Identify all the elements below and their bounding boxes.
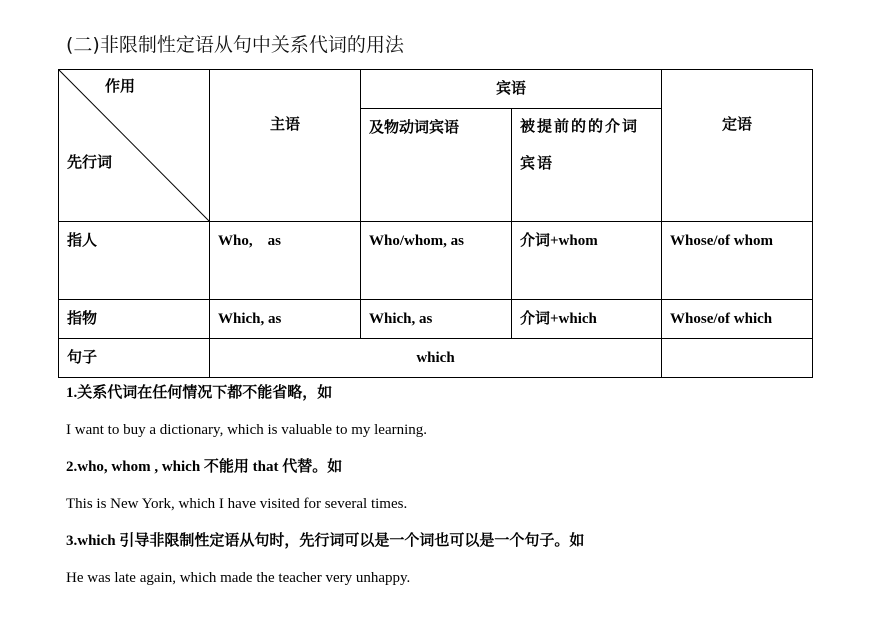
- row-thing-head: 指物: [59, 300, 210, 339]
- note-rule-1: 1.关系代词在任何情况下都不能省略，如: [66, 385, 333, 401]
- note-example-3: He was late again, which made the teacher very unhappy.: [66, 570, 411, 586]
- row-thing-object-verb: Which, as: [361, 300, 512, 339]
- header-role-label: 作用: [105, 79, 136, 95]
- row-sentence-head: 句子: [59, 339, 210, 378]
- row-sentence-merged: which: [210, 339, 662, 378]
- diagonal-header-cell: [59, 70, 210, 222]
- header-antecedent-label: 先行词: [67, 155, 113, 171]
- header-subject: 主语: [210, 70, 361, 222]
- page-title: (二)非限制性定语从句中关系代词的用法: [66, 34, 404, 56]
- row-person-head: 指人: [59, 222, 210, 300]
- header-attributive: 定语: [662, 70, 813, 222]
- row-thing-attributive: Whose/of which: [662, 300, 813, 339]
- note-rule-2: 2.who, whom , which 不能用 that 代替。如: [66, 459, 343, 475]
- header-object-verb: 及物动词宾语: [361, 109, 512, 222]
- note-example-2: This is New York, which I have visited for several times.: [66, 496, 408, 512]
- note-example-1: I want to buy a dictionary, which is valuable to my learning.: [66, 422, 428, 438]
- row-person-attributive: Whose/of whom: [662, 222, 813, 300]
- row-sentence-attributive: [662, 339, 813, 378]
- header-object-prep: 被提前的的介词宾语: [512, 109, 662, 222]
- row-thing-object-prep: 介词+which: [512, 300, 662, 339]
- row-person-subject: Who, as: [210, 222, 361, 300]
- header-object-group: 宾语: [361, 70, 662, 109]
- note-rule-3: 3.which 引导非限制性定语从句时，先行词可以是一个词也可以是一个句子。如: [66, 533, 585, 549]
- relative-pronoun-table: [58, 69, 813, 378]
- row-thing-subject: Which, as: [210, 300, 361, 339]
- usage-notes: [66, 380, 846, 602]
- row-person-object-verb: Who/whom, as: [361, 222, 512, 300]
- row-person-object-prep: 介词+whom: [512, 222, 662, 300]
